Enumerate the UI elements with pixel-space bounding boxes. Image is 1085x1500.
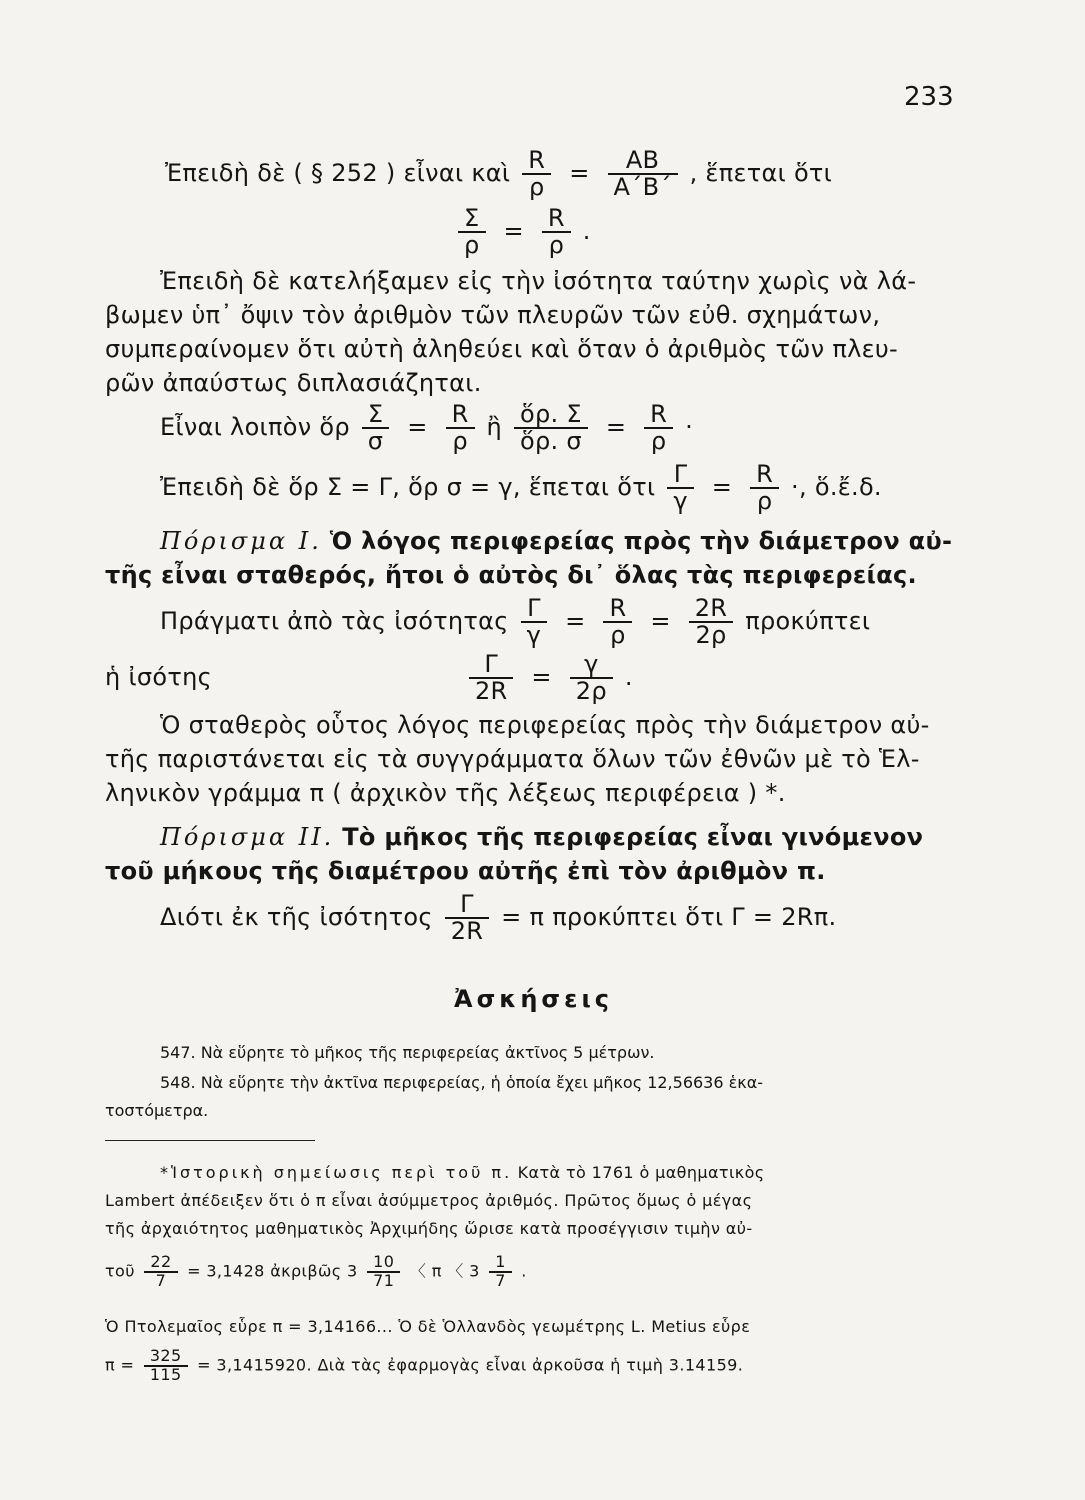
- fraction: $\frac{\Sigma}{\sigma}$: [362, 402, 390, 454]
- equation-line-6: [105, 652, 633, 704]
- corollary-1-line-2: τῆς εἶναι σταθερός, ἤτοι ὁ αὐτὸς δι᾽ ὅλας τὰς περιφερείας.: [105, 561, 917, 589]
- footnote-line-1: [160, 1158, 765, 1188]
- paragraph-2-line-2: τῆς παριστάνεται εἰς τὰ συγγράμματα ὅλων τῶν ἐθνῶν μὲ τὸ Ἑλ-: [105, 745, 920, 773]
- fraction: $\frac{22}{7}$: [144, 1254, 177, 1290]
- footnote-label: *Ἱστορικὴ σημείωσις περὶ τοῦ π.: [160, 1163, 513, 1182]
- text: ·: [685, 413, 694, 442]
- corollary-label: Πόρισμα Ι.: [160, 527, 322, 555]
- fraction: $\frac{R}{\rho}$: [522, 148, 551, 200]
- fraction: $\frac{\Sigma}{\rho}$: [458, 206, 486, 258]
- equals: =: [569, 159, 590, 188]
- text: Εἶναι λοιπὸν ὅρ: [160, 413, 350, 442]
- text: ἡ ἰσότης: [105, 663, 213, 692]
- footnote-rule: [105, 1140, 315, 1141]
- fraction: $\frac{325}{115}$: [144, 1348, 188, 1384]
- equals: =: [605, 413, 627, 442]
- text: προκύπτει: [745, 607, 871, 636]
- page-number: 233: [904, 82, 954, 112]
- fraction: $\frac{R}{\rho}$: [603, 596, 632, 648]
- text: Ἐπειδὴ δὲ ὅρ Σ = Γ, ὅρ σ = γ, ἕπεται ὅτι: [160, 473, 656, 502]
- paragraph-2-line-3: ληνικὸν γράμμα π ( ἀρχικὸν τῆς λέξεως περιφέρεια ) *.: [105, 779, 786, 807]
- fraction: $\frac{\gamma}{2\rho}$: [570, 652, 613, 704]
- equation-line-3: [160, 402, 693, 454]
- fraction: $\frac{1}{7}$: [489, 1254, 512, 1290]
- fraction: $\frac{AB}{A΄B΄}$: [608, 148, 678, 200]
- text: .: [624, 663, 633, 692]
- equals: =: [407, 413, 428, 442]
- text: = π προκύπτει ὅτι Γ = 2Rπ.: [501, 903, 837, 932]
- text: = 3,1415920. Διὰ τὰς ἐφαρμογὰς εἶναι ἀρκοῦσα ἡ τιμὴ 3.14159.: [197, 1355, 744, 1375]
- fraction: $\frac{\Gamma}{\gamma}$: [667, 462, 694, 514]
- equals: =: [531, 663, 552, 692]
- corollary-2-line-1: [160, 822, 923, 852]
- equals: =: [565, 607, 586, 636]
- paragraph-1-line-3: συμπεραίνομεν ὅτι αὐτὴ ἀληθεύει καὶ ὅταν ὁ ἀριθμὸς τῶν πλευ-: [105, 335, 899, 363]
- corollary-text: Ὁ λόγος περιφερείας πρὸς τὴν διάμετρον αὐ-: [329, 527, 953, 555]
- paragraph-1-line-4: ρῶν ἀπαύστως διπλασιάζηται.: [105, 369, 482, 397]
- text: , ἕπεται ὅτι: [689, 159, 833, 188]
- paragraph-2-line-1: Ὁ σταθερὸς οὗτος λόγος περιφερείας πρὸς τὴν διάμετρον αὐ-: [160, 711, 930, 739]
- paragraph-1-line-1: Ἐπειδὴ δὲ κατελήξαμεν εἰς τὴν ἰσότητα ταύτην χωρὶς νὰ λά-: [160, 267, 917, 295]
- text: ·, ὅ.ἔ.δ.: [791, 473, 882, 502]
- fraction: $\frac{R}{\rho}$: [446, 402, 475, 454]
- fraction: $\frac{\text{ὅρ. Σ}}{\text{ὅρ. σ}}$: [514, 402, 588, 454]
- text: = 3,1428 ἀκριβῶς 3: [187, 1261, 358, 1281]
- footnote-line-6: [105, 1348, 743, 1384]
- corollary-text: Τὸ μῆκος τῆς περιφερείας εἶναι γινόμενον: [342, 823, 924, 851]
- corollary-label: Πόρισμα ΙΙ.: [160, 823, 335, 851]
- text: .: [582, 217, 591, 246]
- equation-line-2: [454, 206, 591, 258]
- fraction: $\frac{10}{71}$: [367, 1254, 400, 1290]
- footnote-line-5: Ὁ Πτολεμαῖος εὗρε π = 3,14166... Ὁ δὲ Ὁλλανδὸς γεωμέτρης L. Metius εὗρε: [105, 1317, 751, 1336]
- text: Ἐπειδὴ δὲ ( § 252 ) εἶναι καὶ: [165, 159, 511, 188]
- equation-line-4: [160, 462, 882, 514]
- text: Πράγματι ἀπὸ τὰς ἰσότητας: [160, 607, 509, 636]
- equals: =: [650, 607, 671, 636]
- equals: =: [711, 473, 733, 502]
- fraction: $\frac{\Gamma}{2R}$: [445, 892, 490, 944]
- equation-line-1: [165, 148, 832, 200]
- fraction: $\frac{\Gamma}{2R}$: [469, 652, 514, 704]
- text: Κατὰ τὸ 1761 ὁ μαθηματικὸς: [517, 1163, 765, 1182]
- text: τοῦ: [105, 1261, 135, 1281]
- fraction: $\frac{\Gamma}{\gamma}$: [521, 596, 548, 648]
- fraction: $\frac{R}{\rho}$: [542, 206, 571, 258]
- exercises-heading: Ἀσκήσεις: [454, 985, 614, 1013]
- text: ἢ: [486, 413, 503, 442]
- corollary-1-line-1: [160, 526, 952, 556]
- text: Διότι ἐκ τῆς ἰσότητος: [160, 903, 433, 932]
- paragraph-1-line-2: βωμεν ὑπ᾽ ὄψιν τὸν ἀριθμὸν τῶν πλευρῶν τῶν εὐθ. σχημάτων,: [105, 301, 881, 329]
- fraction: $\frac{2R}{2\rho}$: [689, 596, 734, 648]
- exercise-548-line-2: τοστόμετρα.: [105, 1101, 209, 1120]
- fraction: $\frac{R}{\rho}$: [644, 402, 673, 454]
- footnote-line-3: τῆς ἀρχαιότητος μαθηματικὸς Ἀρχιμήδης ὥρισε κατὰ προσέγγισιν τιμὴν αὐ-: [105, 1219, 753, 1238]
- footnote-line-2: Lambert ἀπέδειξεν ὅτι ὁ π εἶναι ἀσύμμετρος ἀριθμός. Πρῶτος ὅμως ὁ μέγας: [105, 1191, 753, 1210]
- footnote-line-4: [105, 1254, 527, 1290]
- fraction: $\frac{R}{\rho}$: [750, 462, 779, 514]
- text: .: [521, 1261, 527, 1281]
- text: π =: [105, 1355, 135, 1375]
- equals: =: [503, 217, 524, 246]
- equation-line-5: [160, 596, 870, 648]
- text: 〈 π 〈 3: [409, 1261, 480, 1281]
- exercise-547: 547. Νὰ εὕρητε τὸ μῆκος τῆς περιφερείας ἀκτῖνος 5 μέτρων.: [160, 1043, 655, 1062]
- equation-line-7: [160, 892, 836, 944]
- exercise-548-line-1: 548. Νὰ εὕρητε τὴν ἀκτῖνα περιφερείας, ἡ ὁποία ἔχει μῆκος 12,56636 ἑκα-: [160, 1073, 764, 1092]
- corollary-2-line-2: τοῦ μήκους τῆς διαμέτρου αὐτῆς ἐπὶ τὸν ἀριθμὸν π.: [105, 857, 826, 885]
